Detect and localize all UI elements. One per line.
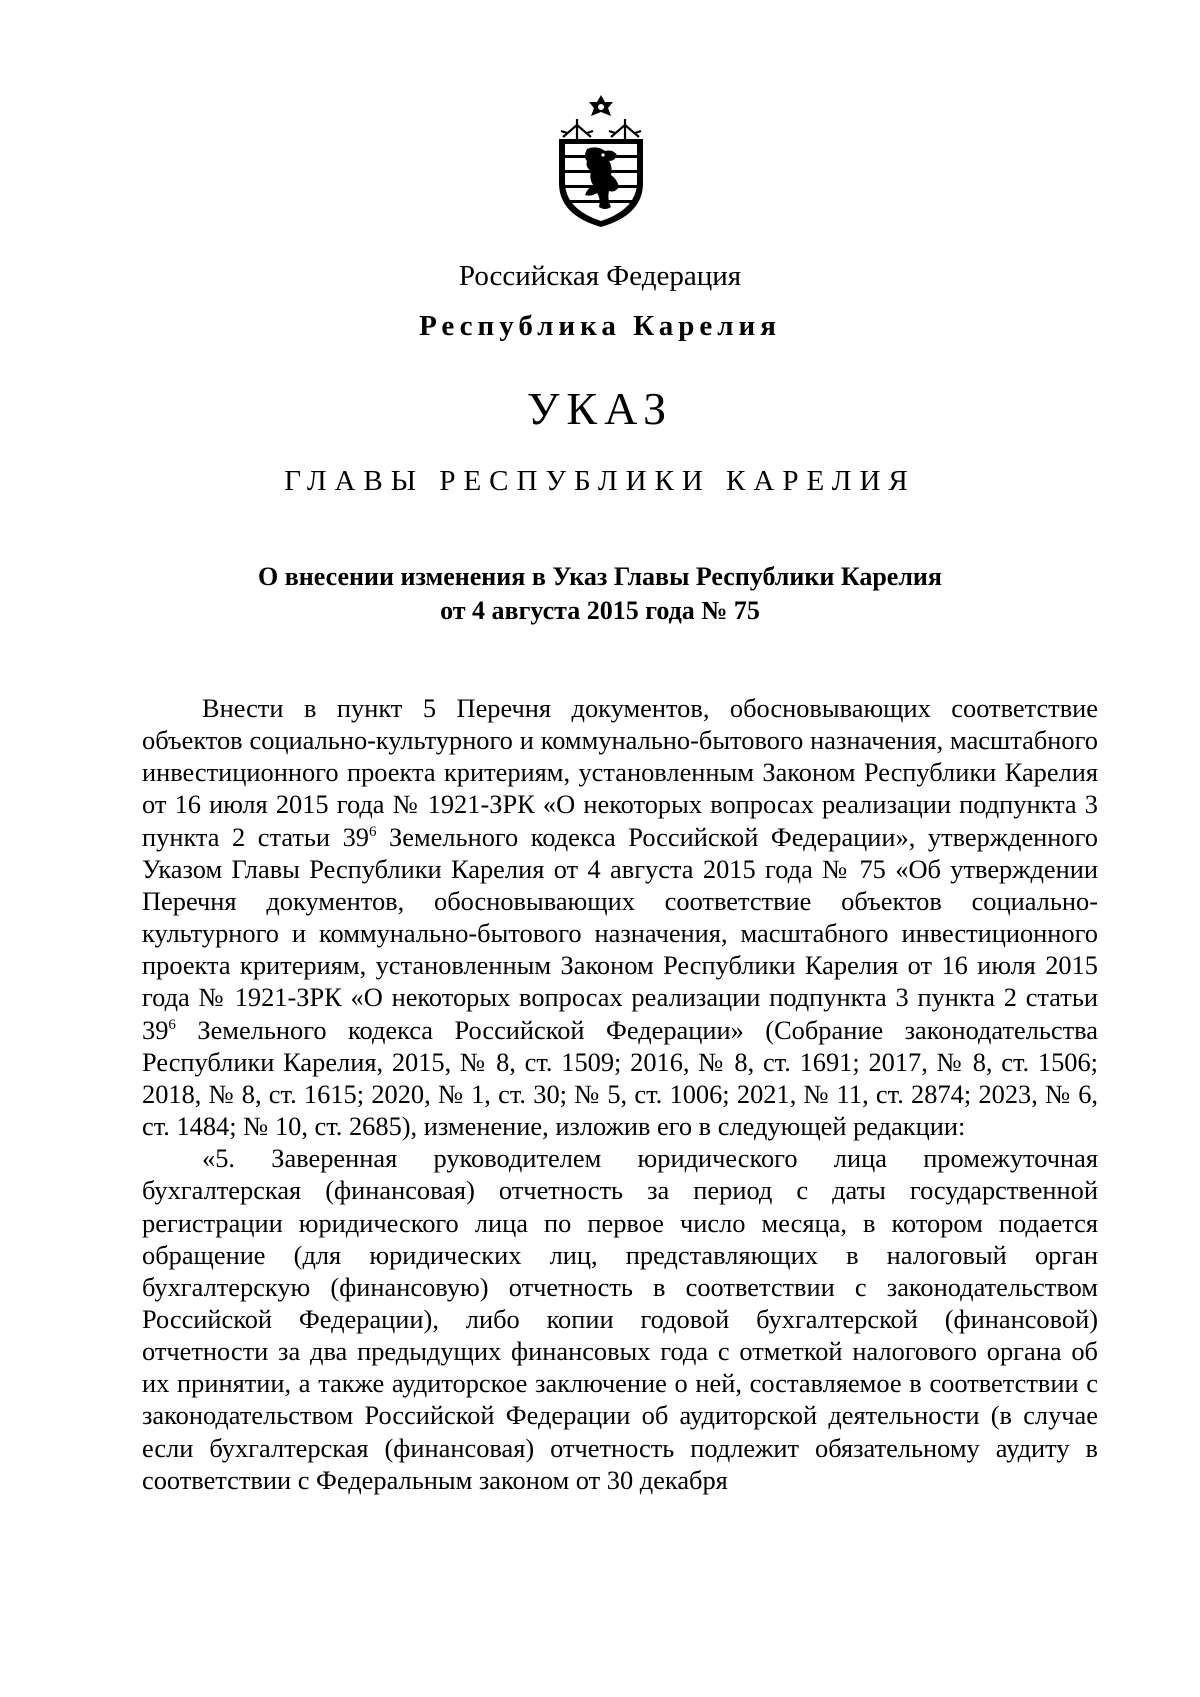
right-spruce-icon — [609, 119, 641, 139]
coat-of-arms-emblem — [553, 95, 649, 229]
document-type: УКАЗ — [526, 383, 674, 434]
left-spruce-icon — [561, 119, 593, 139]
paragraph-text: Земельного кодекса Российской Федерации» (Собрание законодательства Республики Карелия, 2015, № 8, ст. 1509; 2016, № 8, ст. 1691; 2017, № 8, ст. 1506; 2018, № 8, ст. 1615; 2020, № 1, ст. 30; № 5, ст. 1006; 2021, № 11, ст. 2874; 2023, № 6, ст. 1484; № 10, ст. 2685), изменение, изложив его в следующей редакции: — [142, 1014, 1098, 1142]
republic-name: Республика Карелия — [419, 310, 781, 342]
superscript: 6 — [368, 823, 377, 840]
paragraph-text: Земельного кодекса Российской Федерации», утвержденного Указом Главы Республики Карелия от 4 августа 2015 года № 75 «Об утверждении Перечня документов, обосновывающих соответствие объектов социально-культурного и коммунально-бытового назначения, масштабного инвестиционного проекта критериям, установленным Законом Республики Карелия от 16 июля 2015 года № 1921-ЗРК «О некоторых вопросах реализации подпункта 3 пункта 2 статьи 39 — [142, 821, 1098, 1045]
body-paragraph — [142, 692, 1098, 1142]
document-body — [142, 692, 1098, 1496]
document-title — [0, 560, 1200, 628]
body-paragraph — [142, 1142, 1098, 1496]
document-issuer: ГЛАВЫ РЕСПУБЛИКИ КАРЕЛИЯ — [284, 465, 916, 497]
paragraph-text: «5. Заверенная руководителем юридического лица промежуточная бухгалтерская (финансовая) отчетность за период с даты государственной регистрации юридического лица по первое число месяца, в котором подается обращение (для юридических лиц, представляющих в налоговый орган бухгалтерскую (финансовую) отчетность в соответствии с законодательством Российской Федерации), либо копии годовой бухгалтерской (финансовой) отчетности за два предыдущих финансовых года с отметкой налогового органа об их принятии, а также аудиторское заключение о ней, составляемое в соответствии с законодательством Российской Федерации об аудиторской деятельности (в случае если бухгалтерская (финансовая) отчетность подлежит обязательному аудиту в соответствии с Федеральным законом от 30 декабря — [142, 1143, 1098, 1495]
paragraph-text: Внести в пункт 5 Перечня документов, обосновывающих соответствие объектов социально-культурного и коммунально-бытового назначения, масштабного инвестиционного проекта критериям, установленным Законом Республики Карелия от 16 июля 2015 года № 1921-ЗРК «О некоторых вопросах реализации подпункта 3 пункта 2 статьи 39 — [142, 693, 1098, 852]
document-title-line: О внесении изменения в Указ Главы Республики Карелия — [258, 562, 942, 591]
country-name: Российская Федерация — [458, 260, 742, 292]
star-icon — [589, 95, 613, 116]
document-title-line: от 4 августа 2015 года № 75 — [440, 596, 760, 625]
superscript: 6 — [168, 1016, 176, 1033]
